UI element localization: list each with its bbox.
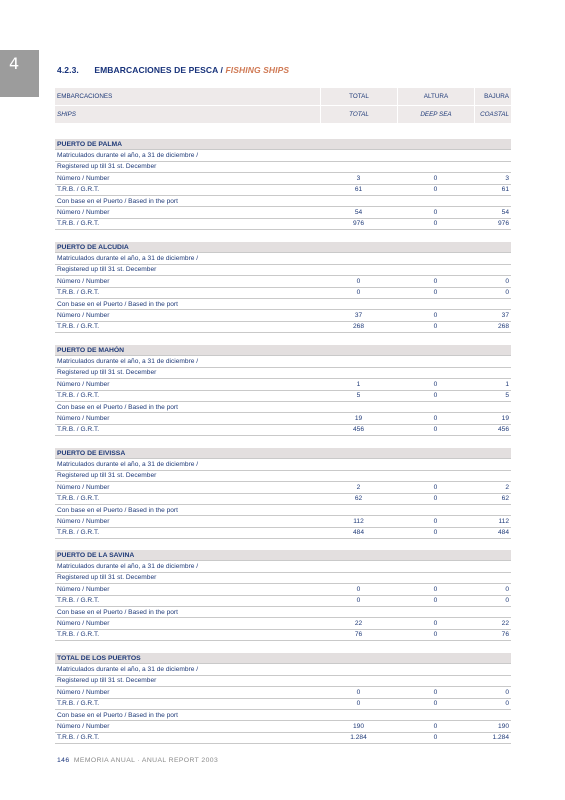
- value-cell: 3: [356, 174, 361, 182]
- table-row: [55, 618, 511, 629]
- value-cell: 19: [354, 414, 363, 422]
- table-row: [55, 265, 511, 276]
- port-table: [55, 242, 511, 333]
- row-label: Matriculados durante el año, a 31 de diciembre /: [57, 665, 199, 673]
- row-label: T.R.B. / G.R.T.: [57, 734, 100, 742]
- row-label: Número / Number: [57, 277, 110, 285]
- port-title: PUERTO DE PALMA: [55, 139, 511, 150]
- table-row: [55, 676, 511, 687]
- table-row: [55, 573, 511, 584]
- table-row: [55, 185, 511, 196]
- value-cell: 0: [433, 597, 438, 605]
- value-cell: 0: [433, 619, 438, 627]
- value-cell: 0: [356, 585, 361, 593]
- value-cell: 976: [352, 220, 364, 228]
- value-cell: 0: [433, 495, 438, 503]
- port-table: [55, 345, 511, 436]
- value-cell: 61: [354, 186, 363, 194]
- value-cell: 0: [433, 722, 438, 730]
- table-row: [55, 379, 511, 390]
- port-table: [55, 448, 511, 539]
- value-cell: 76: [501, 631, 509, 639]
- row-label: Número / Number: [57, 380, 110, 388]
- table-row: [55, 471, 511, 482]
- table-row: [55, 207, 511, 218]
- table-row: [55, 196, 511, 207]
- table-row: [55, 288, 511, 299]
- table-row: [55, 687, 511, 698]
- row-label: Matriculados durante el año, a 31 de diciembre /: [57, 151, 199, 159]
- table-row: [55, 299, 511, 310]
- row-label: Registered up till 31 st. December: [57, 677, 157, 685]
- table-row: [55, 699, 511, 710]
- row-label: Número / Number: [57, 585, 110, 593]
- value-cell: 1.284: [492, 734, 509, 742]
- table-row: [55, 425, 511, 436]
- value-cell: 484: [497, 529, 509, 537]
- value-cell: 0: [433, 277, 438, 285]
- value-cell: 0: [433, 186, 438, 194]
- value-cell: 0: [433, 323, 438, 331]
- row-label: T.R.B. / G.R.T.: [57, 529, 100, 537]
- value-cell: 3: [505, 174, 509, 182]
- value-cell: 54: [501, 208, 509, 216]
- row-label: Matriculados durante el año, a 31 de diciembre /: [57, 562, 199, 570]
- value-cell: 268: [352, 323, 364, 331]
- port-table: [55, 550, 511, 641]
- table-row: [55, 607, 511, 618]
- value-cell: 0: [433, 483, 438, 491]
- value-cell: 76: [354, 631, 363, 639]
- value-cell: 2: [505, 483, 509, 491]
- header-cell: BAJURA: [474, 88, 511, 105]
- row-label: Número / Number: [57, 483, 110, 491]
- page-number: 146: [57, 757, 70, 764]
- value-cell: 0: [433, 631, 438, 639]
- value-cell: 61: [501, 186, 509, 194]
- header-cell: EMBARCACIONES: [57, 93, 113, 100]
- row-label: Registered up till 31 st. December: [57, 266, 157, 274]
- header-cell: DEEP SEA: [397, 106, 474, 123]
- table-row: [55, 721, 511, 732]
- row-label: Número / Number: [57, 619, 110, 627]
- row-label: T.R.B. / G.R.T.: [57, 220, 100, 228]
- table-row: [55, 219, 511, 230]
- heading-number: 4.2.3.: [57, 65, 79, 75]
- value-cell: 112: [498, 517, 509, 525]
- header-row-en: [55, 106, 511, 124]
- value-cell: 37: [354, 311, 363, 319]
- table-row: [55, 516, 511, 527]
- header-cell: ALTURA: [397, 88, 474, 105]
- table-row: [55, 494, 511, 505]
- row-label: Matriculados durante el año, a 31 de diciembre /: [57, 460, 199, 468]
- chapter-tab: [0, 50, 39, 97]
- value-cell: 0: [433, 585, 438, 593]
- value-cell: 5: [505, 392, 509, 400]
- value-cell: 0: [356, 700, 361, 708]
- value-cell: 22: [354, 619, 363, 627]
- value-cell: 0: [356, 597, 361, 605]
- row-label: Matriculados durante el año, a 31 de diciembre /: [57, 357, 199, 365]
- row-label: T.R.B. / G.R.T.: [57, 289, 100, 297]
- row-label: T.R.B. / G.R.T.: [57, 323, 100, 331]
- row-label: T.R.B. / G.R.T.: [57, 597, 100, 605]
- value-cell: 0: [433, 414, 438, 422]
- value-cell: 1: [356, 380, 361, 388]
- row-label: Número / Number: [57, 688, 110, 696]
- header-cell: TOTAL: [320, 106, 397, 123]
- table-row: [55, 402, 511, 413]
- row-label: Registered up till 31 st. December: [57, 574, 157, 582]
- value-cell: 0: [433, 426, 438, 434]
- row-label: Registered up till 31 st. December: [57, 472, 157, 480]
- row-label: Con base en el Puerto / Based in the port: [57, 608, 178, 616]
- value-cell: 112: [353, 517, 364, 525]
- table-row: [55, 528, 511, 539]
- value-cell: 0: [433, 700, 438, 708]
- table-row: [55, 322, 511, 333]
- value-cell: 5: [356, 392, 361, 400]
- heading-title-en: FISHING SHIPS: [225, 65, 290, 75]
- value-cell: 0: [505, 597, 509, 605]
- section-heading: [57, 65, 289, 75]
- value-cell: 0: [505, 585, 509, 593]
- value-cell: 0: [433, 380, 438, 388]
- table-row: [55, 173, 511, 184]
- row-label: T.R.B. / G.R.T.: [57, 186, 100, 194]
- value-cell: 190: [497, 722, 509, 730]
- table-row: [55, 561, 511, 572]
- row-label: Con base en el Puerto / Based in the port: [57, 506, 178, 514]
- table-row: [55, 664, 511, 675]
- row-label: Número / Number: [57, 208, 110, 216]
- table-row: [55, 391, 511, 402]
- table-row: [55, 162, 511, 173]
- value-cell: 22: [501, 619, 509, 627]
- row-label: T.R.B. / G.R.T.: [57, 495, 100, 503]
- row-label: Registered up till 31 st. December: [57, 369, 157, 377]
- row-label: Matriculados durante el año, a 31 de diciembre /: [57, 254, 199, 262]
- port-title: PUERTO DE EIVISSA: [55, 448, 511, 459]
- value-cell: 0: [433, 311, 438, 319]
- row-label: T.R.B. / G.R.T.: [57, 392, 100, 400]
- row-label: Registered up till 31 st. December: [57, 163, 157, 171]
- table-header: [55, 88, 511, 124]
- header-cell: SHIPS: [57, 111, 76, 118]
- value-cell: 1.284: [350, 734, 367, 742]
- value-cell: 484: [352, 529, 364, 537]
- value-cell: 0: [433, 688, 438, 696]
- value-cell: 19: [501, 414, 509, 422]
- row-label: T.R.B. / G.R.T.: [57, 631, 100, 639]
- value-cell: 0: [433, 529, 438, 537]
- port-table: [55, 139, 511, 230]
- header-cell: COASTAL: [474, 106, 511, 123]
- value-cell: 190: [352, 722, 364, 730]
- value-cell: 0: [433, 220, 438, 228]
- value-cell: 62: [354, 495, 363, 503]
- value-cell: 0: [433, 734, 438, 742]
- value-cell: 0: [433, 208, 438, 216]
- table-row: [55, 630, 511, 641]
- table-row: [55, 596, 511, 607]
- row-label: Con base en el Puerto / Based in the port: [57, 197, 178, 205]
- table-row: [55, 253, 511, 264]
- row-label: Con base en el Puerto / Based in the port: [57, 403, 178, 411]
- value-cell: 0: [505, 277, 509, 285]
- table-row: [55, 584, 511, 595]
- value-cell: 268: [497, 323, 509, 331]
- table-row: [55, 310, 511, 321]
- value-cell: 0: [356, 688, 361, 696]
- value-cell: 0: [505, 688, 509, 696]
- table-row: [55, 459, 511, 470]
- value-cell: 0: [356, 289, 361, 297]
- value-cell: 0: [505, 289, 509, 297]
- table-row: [55, 505, 511, 516]
- table-row: [55, 368, 511, 379]
- table-row: [55, 733, 511, 744]
- value-cell: 0: [433, 174, 438, 182]
- heading-title-es: EMBARCACIONES DE PESCA: [94, 65, 219, 75]
- port-title: PUERTO DE LA SAVINA: [55, 550, 511, 561]
- row-label: Número / Number: [57, 311, 110, 319]
- row-label: T.R.B. / G.R.T.: [57, 700, 100, 708]
- port-title: PUERTO DE ALCUDIA: [55, 242, 511, 253]
- page-footer: [57, 757, 218, 764]
- port-table: [55, 653, 511, 744]
- row-label: Número / Number: [57, 174, 110, 182]
- table-row: [55, 356, 511, 367]
- table-row: [55, 482, 511, 493]
- row-label: Número / Number: [57, 414, 110, 422]
- header-row-es: [55, 88, 511, 106]
- value-cell: 2: [356, 483, 361, 491]
- row-label: T.R.B. / G.R.T.: [57, 426, 100, 434]
- value-cell: 456: [497, 426, 509, 434]
- row-label: Número / Number: [57, 517, 110, 525]
- value-cell: 0: [433, 517, 438, 525]
- value-cell: 62: [501, 495, 509, 503]
- row-label: Con base en el Puerto / Based in the port: [57, 711, 178, 719]
- table-row: [55, 150, 511, 161]
- value-cell: 0: [505, 700, 509, 708]
- chapter-number: 4: [9, 54, 20, 73]
- value-cell: 976: [497, 220, 509, 228]
- row-label: Con base en el Puerto / Based in the port: [57, 300, 178, 308]
- table-row: [55, 710, 511, 721]
- row-label: Número / Number: [57, 722, 110, 730]
- value-cell: 54: [354, 208, 363, 216]
- heading-separator: /: [220, 65, 224, 75]
- value-cell: 0: [356, 277, 361, 285]
- header-cell: TOTAL: [320, 88, 397, 105]
- port-title: TOTAL DE LOS PUERTOS: [55, 653, 511, 664]
- value-cell: 0: [433, 392, 438, 400]
- footer-text: MEMORIA ANUAL · ANUAL REPORT 2003: [73, 757, 219, 764]
- value-cell: 456: [352, 426, 364, 434]
- table-row: [55, 413, 511, 424]
- port-title: PUERTO DE MAHÓN: [55, 345, 511, 356]
- table-row: [55, 276, 511, 287]
- value-cell: 0: [433, 289, 438, 297]
- value-cell: 37: [501, 311, 509, 319]
- value-cell: 1: [505, 380, 509, 388]
